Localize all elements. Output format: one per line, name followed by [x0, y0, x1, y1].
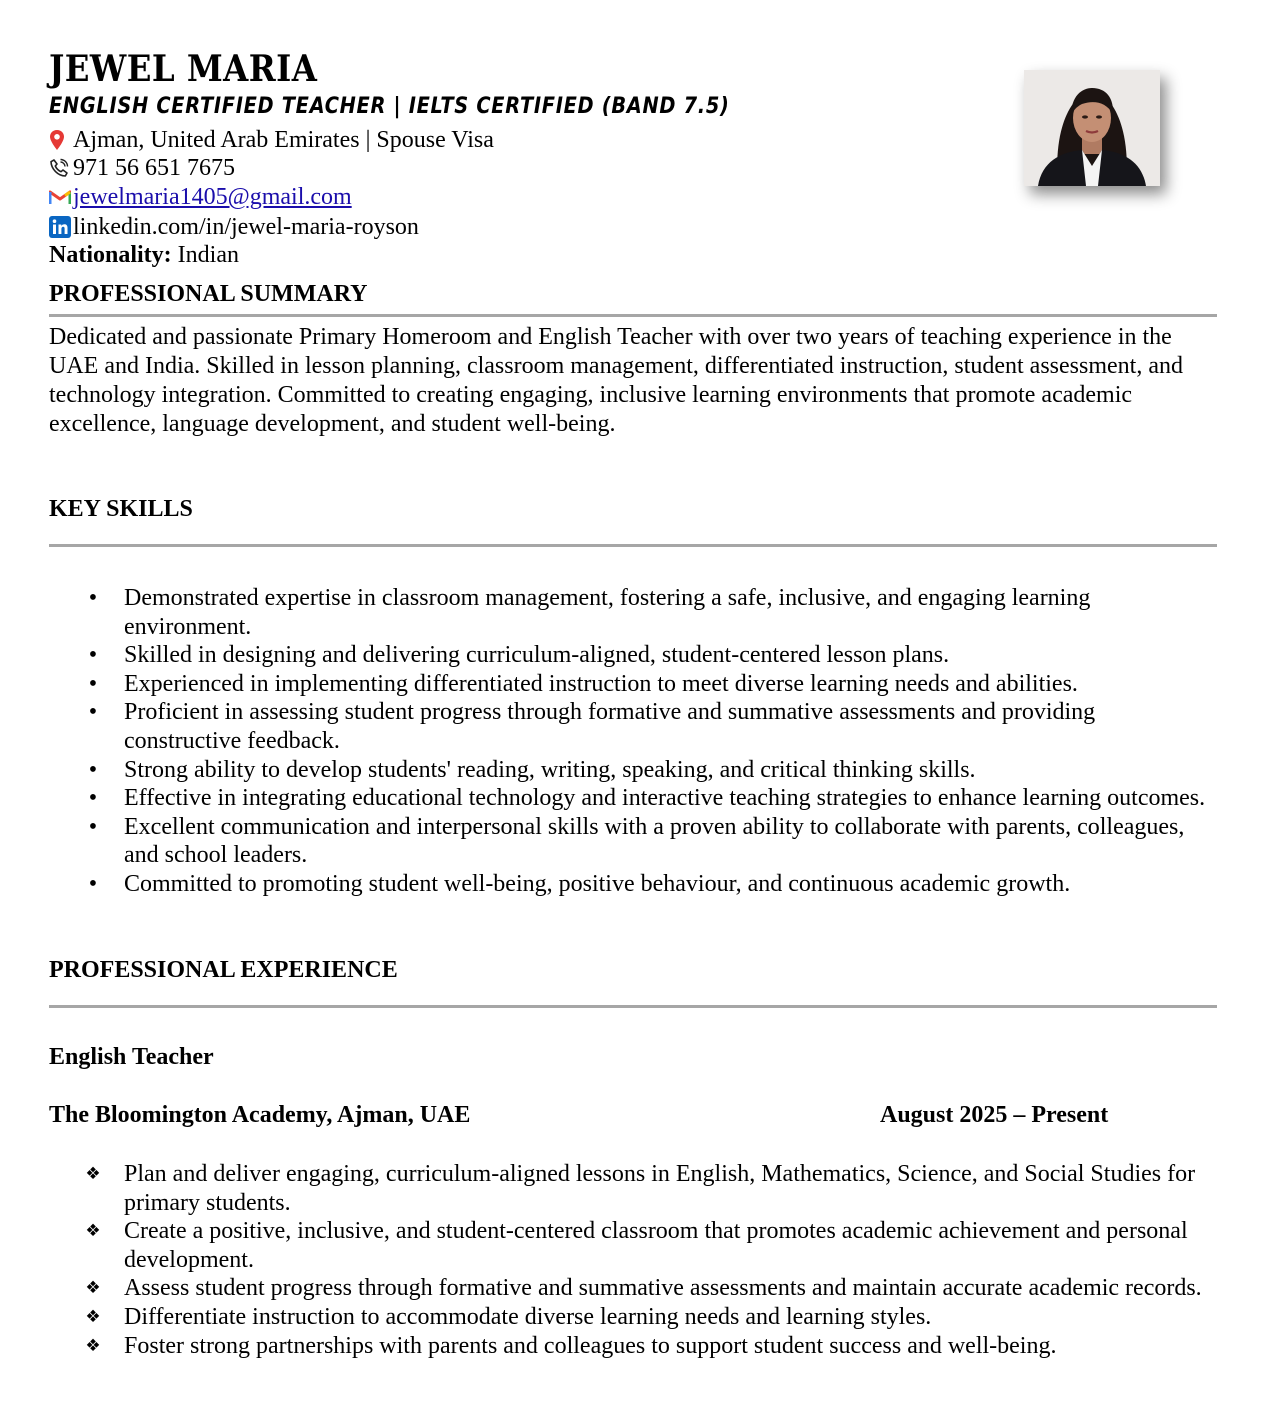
duty-text: Assess student progress through formative and summative assessments and maintain accurate academic records.	[124, 1275, 1202, 1302]
bullet-dot-icon: •	[88, 699, 98, 726]
list-item	[49, 784, 1209, 813]
diamond-bullet-icon: ❖	[85, 1221, 101, 1242]
section-divider	[49, 544, 1217, 547]
phone-text: 971 56 651 7675	[73, 155, 235, 181]
linkedin-line	[49, 213, 419, 241]
phone-line	[49, 154, 235, 182]
location-text: Ajman, United Arab Emirates | Spouse Visa	[73, 127, 494, 153]
key-skills-list	[49, 584, 1209, 899]
location-pin-icon	[49, 128, 71, 152]
email-link[interactable]: jewelmaria1405@gmail.com	[73, 184, 352, 210]
bullet-dot-icon: •	[88, 585, 98, 611]
diamond-bullet-icon: ❖	[85, 1278, 101, 1299]
skill-text: Proficient in assessing student progress through formative and summative assessments and providing constructive feedback.	[124, 699, 1096, 754]
skill-text: Excellent communication and interpersonal skills with a proven ability to collaborate with parents, colleagues, and school leaders.	[124, 813, 1185, 869]
bullet-dot-icon: •	[88, 642, 98, 669]
location-line	[49, 126, 494, 154]
skill-text: Committed to promoting student well-being, positive behaviour, and continuous academic growth.	[124, 870, 1071, 897]
linkedin-icon	[49, 215, 71, 239]
bullet-dot-icon: •	[88, 785, 98, 812]
employer-name: The Bloomington Academy, Ajman, UAE	[49, 1102, 471, 1128]
duty-text: Create a positive, inclusive, and student-centered classroom that promotes academic achievement and personal development.	[124, 1218, 1188, 1273]
key-skills-heading: KEY SKILLS	[49, 496, 193, 522]
section-divider	[49, 314, 1217, 317]
phone-icon	[49, 156, 71, 180]
list-item	[49, 1303, 1209, 1332]
bullet-dot-icon: •	[88, 670, 98, 697]
list-item	[49, 756, 1209, 785]
gmail-icon	[49, 185, 71, 209]
skill-text: Skilled in designing and delivering curriculum-aligned, student-centered lesson plans.	[124, 642, 950, 669]
candidate-subtitle: ENGLISH CERTIFIED TEACHER | IELTS CERTIFIED (BAND 7.5)	[49, 94, 730, 119]
bullet-dot-icon: •	[88, 870, 98, 897]
profile-photo	[1024, 70, 1160, 186]
nationality-value: Indian	[177, 242, 239, 268]
linkedin-text[interactable]: linkedin.com/in/jewel-maria-royson	[73, 214, 419, 240]
diamond-bullet-icon: ❖	[85, 1306, 101, 1327]
list-item	[49, 1217, 1209, 1274]
list-item	[49, 698, 1209, 755]
diamond-bullet-icon: ❖	[85, 1164, 101, 1184]
nationality-line	[49, 241, 239, 269]
duty-text: Plan and deliver engaging, curriculum-aligned lessons in English, Mathematics, Science, and Social Studies for primary students.	[124, 1161, 1196, 1216]
duty-text: Foster strong partnerships with parents and colleagues to support student success and well-being.	[124, 1332, 1057, 1359]
summary-heading: PROFESSIONAL SUMMARY	[49, 281, 368, 307]
email-line	[49, 183, 352, 211]
skill-text: Strong ability to develop students' reading, writing, speaking, and critical thinking skills.	[124, 756, 976, 783]
nationality-label: Nationality:	[49, 242, 172, 268]
list-item	[49, 1274, 1209, 1303]
experience-duties-list	[49, 1160, 1209, 1360]
list-item	[49, 813, 1209, 870]
list-item	[49, 870, 1209, 899]
duty-text: Differentiate instruction to accommodate diverse learning needs and learning styles.	[124, 1303, 932, 1330]
bullet-dot-icon: •	[88, 756, 98, 783]
job-title: English Teacher	[49, 1044, 214, 1070]
summary-text: Dedicated and passionate Primary Homeroom and English Teacher with over two years of teaching experience in the UAE and India. Skilled in lesson planning, classroom management, differentiated instruction, student assessment, and technology integration. Committed to creating engaging, inclusive learning environments that promote academic excellence, language development, and student well-being.	[49, 324, 1183, 437]
employment-dates: August 2025 – Present	[880, 1102, 1109, 1128]
list-item	[49, 670, 1209, 699]
list-item	[49, 1332, 1209, 1361]
experience-heading: PROFESSIONAL EXPERIENCE	[49, 957, 398, 983]
section-divider	[49, 1005, 1217, 1008]
list-item	[49, 584, 1209, 641]
list-item	[49, 641, 1209, 670]
skill-text: Demonstrated expertise in classroom management, fostering a safe, inclusive, and engaging learning environment.	[124, 585, 1091, 640]
skill-text: Effective in integrating educational technology and interactive teaching strategies to enhance learning outcomes.	[124, 785, 1206, 812]
bullet-dot-icon: •	[88, 813, 98, 840]
candidate-name: JEWEL MARIA	[49, 48, 318, 90]
list-item	[49, 1160, 1209, 1217]
diamond-bullet-icon: ❖	[85, 1335, 101, 1356]
skill-text: Experienced in implementing differentiated instruction to meet diverse learning needs and abilities.	[124, 670, 1078, 697]
